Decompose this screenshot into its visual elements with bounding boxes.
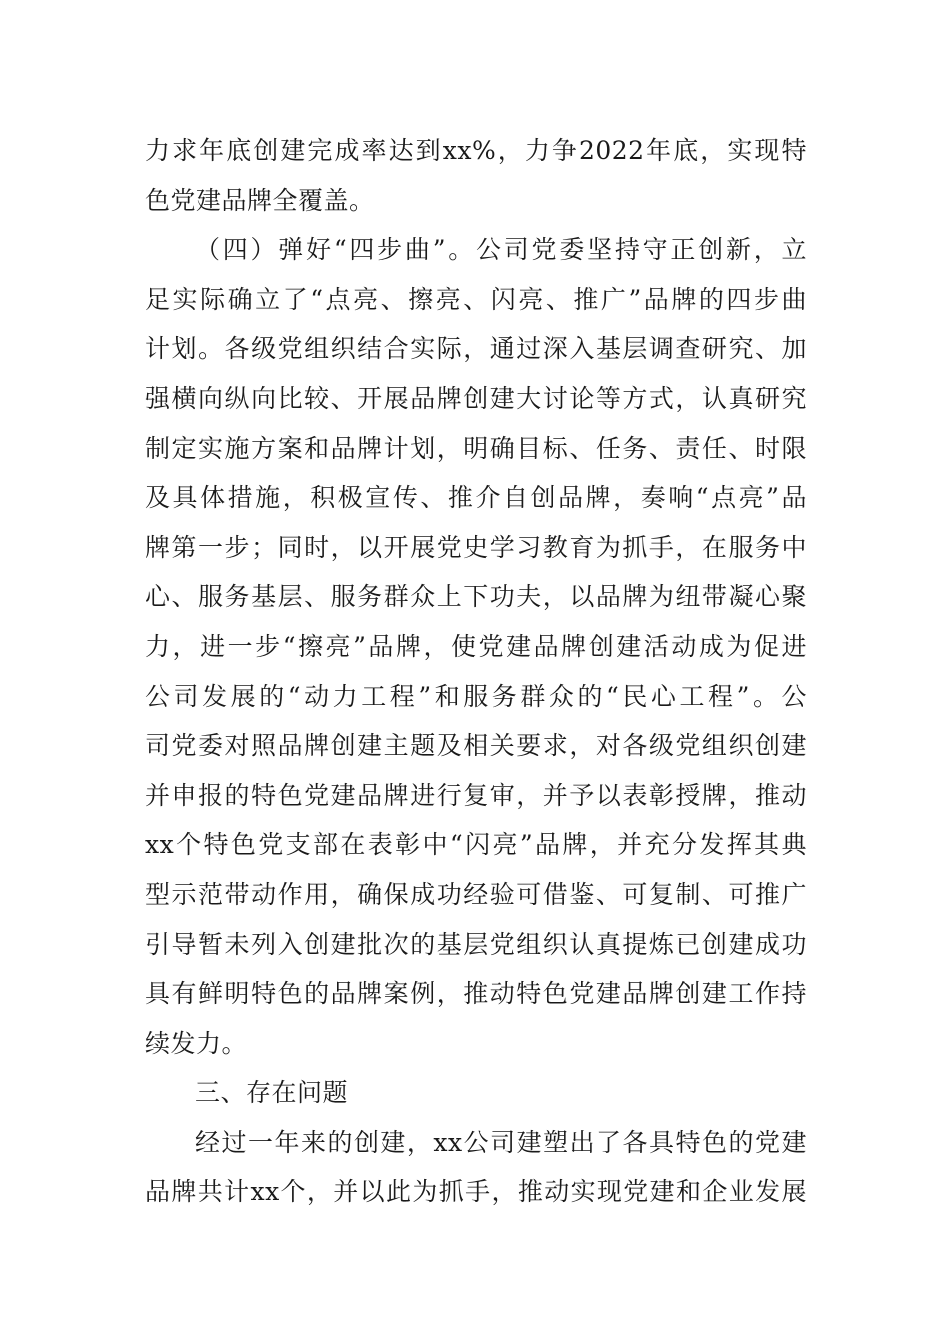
- text-line: 制定实施方案和品牌计划，明确目标、任务、责任、时限: [145, 433, 807, 463]
- text-line: 牌第一步；同时，以开展党史学习教育为抓手，在服务中: [145, 532, 807, 562]
- text-line: 强横向纵向比较、开展品牌创建大讨论等方式，认真研究: [145, 383, 807, 413]
- text-line: 续发力。: [145, 1028, 248, 1058]
- text-line: xx个特色党支部在表彰中“闪亮”品牌，并充分发挥其典: [145, 830, 807, 860]
- text-line: 及具体措施，积极宣传、推介自创品牌，奏响“点亮”品: [145, 483, 807, 513]
- text-line: 具有鲜明特色的品牌案例，推动特色党建品牌创建工作持: [145, 979, 807, 1009]
- text-line: 计划。各级党组织结合实际，通过深入基层调查研究、加: [145, 334, 807, 364]
- text-line: 并申报的特色党建品牌进行复审，并予以表彰授牌，推动: [145, 780, 807, 810]
- text-line: 心、服务基层、服务群众上下功夫，以品牌为纽带凝心聚: [145, 582, 807, 612]
- text-line: 足实际确立了“点亮、擦亮、闪亮、推广”品牌的四步曲: [145, 284, 807, 314]
- paragraph-first-line: 经过一年来的创建，xx公司建塑出了各具特色的党建: [195, 1127, 807, 1157]
- text-line: 色党建品牌全覆盖。: [145, 185, 375, 215]
- text-line: 型示范带动作用，确保成功经验可借鉴、可复制、可推广: [145, 879, 807, 909]
- section-heading: 三、存在问题: [195, 1078, 349, 1108]
- text-line: 司党委对照品牌创建主题及相关要求，对各级党组织创建: [145, 731, 807, 761]
- text-line: 力，进一步“擦亮”品牌，使党建品牌创建活动成为促进: [145, 631, 807, 661]
- text-line: 品牌共计xx个，并以此为抓手，推动实现党建和企业发展: [145, 1177, 807, 1207]
- text-line: 引导暂未列入创建批次的基层党组织认真提炼已创建成功: [145, 929, 807, 959]
- paragraph-heading-line: （四）弹好“四步曲”。公司党委坚持守正创新，立: [195, 235, 807, 265]
- document-body: [145, 126, 807, 1217]
- text-line: 公司发展的“动力工程”和服务群众的“民心工程”。公: [145, 681, 807, 711]
- text-line: 力求年底创建完成率达到xx%，力争2022年底，实现特: [145, 136, 807, 165]
